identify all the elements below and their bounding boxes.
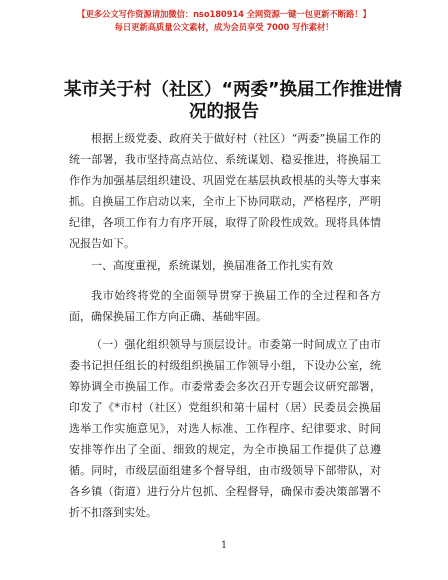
promo-banner-line-1: 【更多公文写作资源请加微信：nso180914 全网资源一键一包更新不断路！】 xyxy=(77,9,371,19)
document-title-line-2: 况的报告 xyxy=(189,102,259,122)
intro-paragraph: 根据上级党委、政府关于做好村（社区）“两委”换届工作的统一部署，我市坚持高点站位、系统谋划、稳妥推进，将换届工作作为加强基层组织建设、巩固党在基层执政根基的头等大事来抓。自换届工作启动以来，全市上下协同联动，严格程序，严明纪律，各项工作有力有序开展，取得了阶段性成效。现将具体情况报告如下。 xyxy=(69,132,381,250)
section-1-item-1-paragraph: （一）强化组织领导与顶层设计。市委第一时间成立了由市委书记担任组长的村级组织换届工作领导小组，下设办公室，统筹协调全市换届工作。市委常委会多次召开专题会议研究部署，印发了《*市村（社区）党组织和第十届村（居）民委员会换届选举工作实施意见》，对选人标准、工作程序、纪律要求、时间安排等作出了全面、细致的规定，为全市换届工作提供了总遵循。同时，市级层面组建多个督导组，由市级领导下部带队，对各乡镇（街道）进行分片包抓、全程督导，确保市委决策部署不折不扣落到实处。 xyxy=(69,338,381,519)
document-title-line-1: 某市关于村（社区）“两委”换届工作推进情 xyxy=(64,80,403,100)
promo-banner-line-2: 每日更新高质量公文素材，成为会员享受 7000 写作素材！ xyxy=(114,22,334,32)
page-number: 1 xyxy=(220,540,228,551)
section-1-intro-paragraph: 我市始终将党的全面领导贯穿于换届工作的全过程和各方面，确保换届工作方向正确、基础牢固。 xyxy=(69,289,381,323)
section-heading-1: 一、高度重视，系统谋划，换届准备工作扎实有效 xyxy=(91,259,333,272)
